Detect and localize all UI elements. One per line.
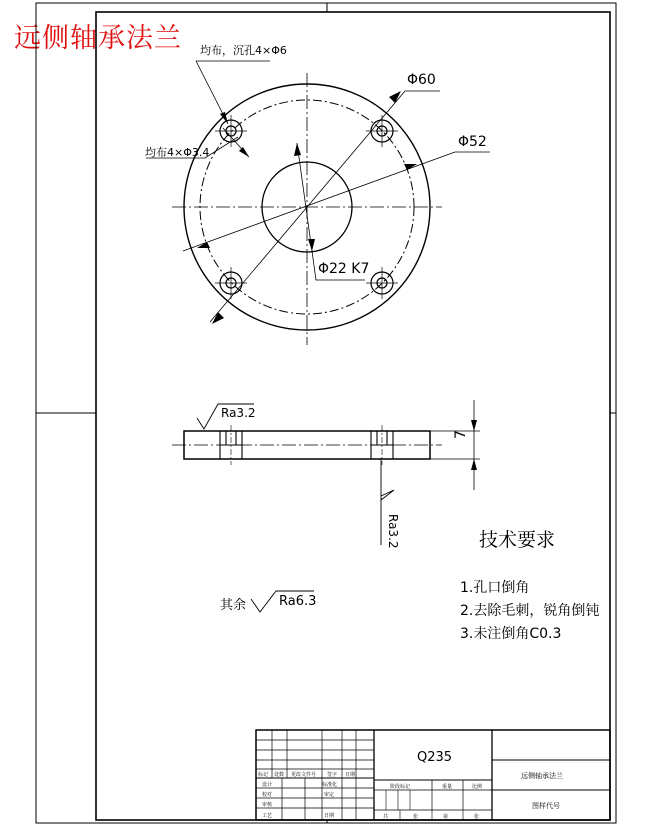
header-change-doc: 更改文件号: [291, 772, 317, 778]
role-date: 日期: [324, 813, 335, 819]
header-sign: 签字: [327, 772, 338, 778]
other-surfaces-label: 其余: [220, 598, 247, 613]
roughness-bottom-label: Ra3.2: [386, 514, 400, 549]
outer-border: [36, 3, 616, 823]
notes: [220, 529, 599, 642]
inner-border: [96, 12, 610, 820]
role-design: 设计: [262, 782, 273, 788]
plan-view: [145, 43, 490, 345]
sheet-unit-label-2: 张: [474, 814, 480, 820]
dia22-label: Φ22 K7: [318, 261, 370, 277]
roughness-top-label: Ra3.2: [221, 406, 256, 420]
other-roughness-label: Ra6.3: [279, 594, 317, 609]
scale-header: 比例: [472, 784, 483, 790]
drawing-title: 远侧轴承法兰: [14, 23, 182, 54]
section-view: [172, 400, 480, 549]
tech-item-3: 3.未注倒角C0.3: [460, 626, 562, 642]
header-count: 处数: [274, 772, 285, 778]
role-check: 校对: [262, 792, 273, 798]
tech-item-1: 1.孔口倒角: [460, 580, 530, 596]
dia60-label: Φ60: [407, 72, 436, 88]
weight-header: 重量: [442, 784, 453, 790]
stage-mark-header: 阶段标记: [390, 784, 411, 790]
drawing-number-label: 图样代号: [532, 802, 560, 810]
tech-item-2: 2.去除毛刺，锐角倒钝: [460, 603, 600, 619]
roughness-symbol-bottom: [381, 459, 394, 500]
sheet-current-label: 第: [443, 814, 449, 820]
role-standardize: 标准化: [322, 782, 338, 788]
role-review: 审核: [262, 802, 273, 808]
through-hole-note: 均布4×Φ3.4: [145, 146, 210, 159]
header-mark: 标记: [258, 772, 269, 778]
centering-marks: [36, 3, 616, 823]
part-name-label: 远侧轴承法兰: [521, 772, 563, 780]
material-label: Q235: [417, 750, 453, 765]
sheet-total-label: 共: [383, 814, 389, 820]
thickness-label: 7: [453, 430, 469, 439]
dia52-label: Φ52: [458, 134, 487, 150]
role-approve: 审定: [324, 792, 335, 798]
sheet-unit-label-1: 张: [413, 814, 419, 820]
dim-line-dia60: [210, 91, 405, 322]
counterbore-note: 均布，沉孔4×Φ6: [200, 44, 287, 57]
role-process: 工艺: [262, 813, 273, 819]
header-date: 日期: [345, 772, 356, 778]
tech-requirements-title: 技术要求: [479, 529, 556, 551]
